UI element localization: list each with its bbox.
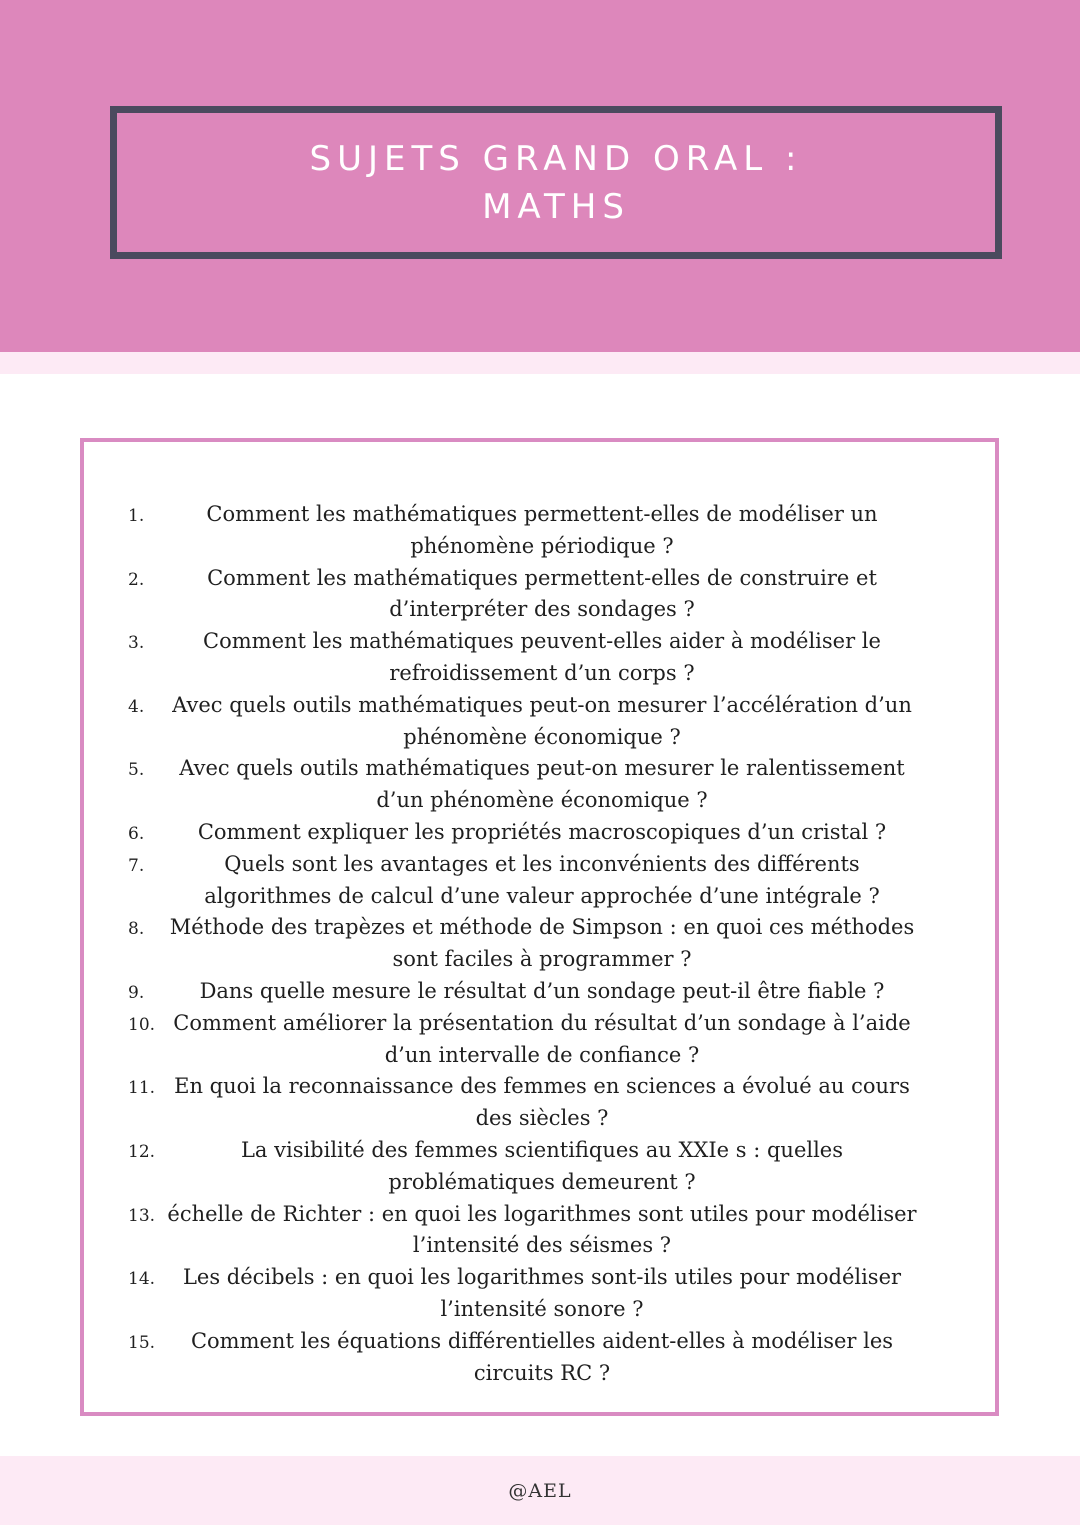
topic-number: 1.: [128, 506, 145, 526]
topic-text: En quoi la reconnaissance des femmes en sciences a évolué au cours des siècles ?: [174, 1074, 910, 1131]
topic-text: Les décibels : en quoi les logarithmes sont-ils utiles pour modéliser l’intensité sonore ?: [182, 1265, 902, 1321]
topic-text: Méthode des trapèzes et méthode de Simpson : en quoi ces méthodes sont faciles à programmer ?: [169, 915, 915, 972]
topic-list: [84, 499, 995, 1389]
topic-item-7: [84, 849, 995, 913]
topic-text: La visibilité des femmes scientifiques au XXIe s : quelles problématiques demeurent ?: [240, 1137, 844, 1194]
title-box: [110, 106, 1002, 259]
topic-item-10: [84, 1008, 995, 1072]
topic-number: 14.: [128, 1269, 156, 1290]
topic-text: Comment les équations différentielles aident-elles à modéliser les circuits RC ?: [190, 1328, 894, 1385]
topics-box: [80, 438, 999, 1416]
topic-number: 9.: [128, 982, 145, 1003]
topic-item-8: [84, 912, 995, 976]
topic-text: Comment les mathématiques peuvent-elles aider à modéliser le refroidissement d’un corps ?: [203, 629, 881, 685]
topic-item-4: [84, 690, 995, 754]
page-title-line-1: SUJETS GRAND ORAL :: [309, 138, 803, 179]
footer-credit: @AEL: [508, 1479, 572, 1502]
topic-text: Avec quels outils mathématiques peut-on mesurer le ralentissement d’un phénomène économique ?: [179, 756, 905, 813]
footer-band: [0, 1456, 1080, 1525]
topic-item-6: [84, 817, 995, 849]
topic-item-9: [84, 976, 995, 1008]
topic-item-11: [84, 1071, 995, 1135]
topic-number: 10.: [128, 1014, 156, 1035]
topic-text: Avec quels outils mathématiques peut-on mesurer l’accélération d’un phénomène économique ?: [172, 692, 912, 749]
topic-number: 3.: [128, 633, 145, 654]
topic-text: Comment les mathématiques permettent-elles de construire et d’interpréter des sondages ?: [207, 565, 877, 622]
topic-item-2: [84, 563, 995, 627]
topic-text: Comment améliorer la présentation du résultat d’un sondage à l’aide d’un intervalle de confiance ?: [173, 1010, 911, 1067]
topic-text: Dans quelle mesure le résultat d’un sondage peut-il être fiable ?: [199, 978, 885, 1003]
topic-item-15: [84, 1326, 995, 1390]
topic-item-13: [84, 1199, 995, 1263]
topic-number: 8.: [128, 919, 145, 940]
page-title-line-2: MATHS: [482, 186, 630, 227]
topic-item-12: [84, 1135, 995, 1199]
topic-number: 15.: [128, 1332, 156, 1353]
topic-item-1: [84, 499, 995, 563]
topic-item-3: [84, 626, 995, 690]
topic-text: Comment expliquer les propriétés macroscopiques d’un cristal ?: [197, 819, 887, 844]
topic-item-14: [84, 1262, 995, 1326]
topic-number: 5.: [128, 760, 145, 781]
topic-number: 11.: [128, 1078, 156, 1099]
topic-text: Comment les mathématiques permettent-elles de modéliser un phénomène périodique ?: [206, 502, 878, 558]
topic-number: 4.: [128, 696, 145, 717]
header-underline-band: [0, 352, 1080, 374]
topic-text: Quels sont les avantages et les inconvénients des différents algorithmes de calcul d’une valeur approchée d’une intégrale ?: [204, 851, 880, 908]
topic-number: 7.: [128, 855, 145, 876]
topic-number: 12.: [128, 1141, 156, 1162]
topic-text: échelle de Richter : en quoi les logarithmes sont utiles pour modéliser l’intensité des séismes ?: [167, 1201, 917, 1258]
topic-number: 13.: [128, 1205, 156, 1226]
topic-number: 2.: [128, 569, 145, 590]
topic-item-5: [84, 753, 995, 817]
topic-number: 6.: [128, 823, 145, 844]
